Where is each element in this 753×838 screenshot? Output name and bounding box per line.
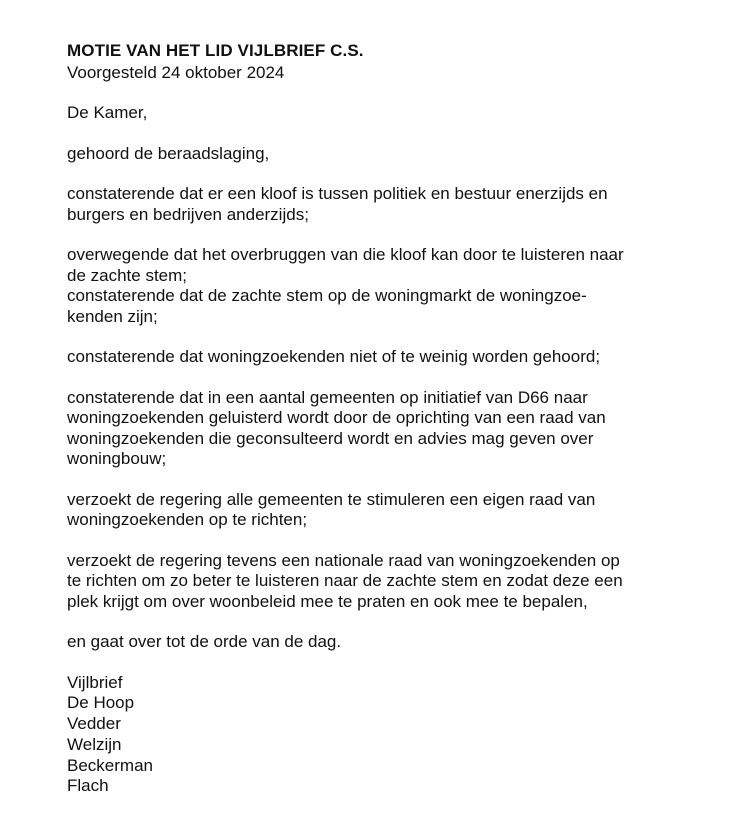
- signers-list: [67, 673, 717, 798]
- text-line: verzoekt de regering tevens een nationale raad van woningzoekenden op: [67, 550, 620, 570]
- motion-document: [67, 40, 717, 797]
- text-line: constaterende dat er een kloof is tussen politiek en bestuur enerzijds en: [67, 184, 608, 203]
- text-line: kenden zijn;: [67, 306, 158, 326]
- salutation: De Kamer,: [67, 103, 148, 122]
- paragraph-observing-gap: [67, 184, 717, 225]
- text-line: te richten om zo beter te luisteren naar de zachte stem en zodat deze een: [67, 571, 623, 590]
- text-line: constaterende dat in een aantal gemeenten op initiatief van D66 naar: [67, 387, 588, 407]
- text-line: constaterende dat de zachte stem op de woningmarkt de woningzoe-: [67, 286, 587, 305]
- paragraph-heard: gehoord de beraadslaging,: [67, 143, 270, 163]
- signer-name: Flach: [67, 776, 109, 796]
- signer-name: Vijlbrief: [67, 672, 123, 692]
- text-line: verzoekt de regering alle gemeenten te stimuleren een eigen raad van: [67, 489, 596, 509]
- motion-title: MOTIE VAN HET LID VIJLBRIEF C.S.: [67, 41, 364, 60]
- text-line: overwegende dat het overbruggen van die kloof kan door te luisteren naar: [67, 245, 624, 264]
- text-line: plek krijgt om over woonbeleid mee te praten en ook mee te bepalen,: [67, 591, 588, 611]
- paragraph-request-national: [67, 551, 717, 613]
- paragraph-request-municipalities: [67, 490, 717, 531]
- text-line: constaterende dat woningzoekenden niet of te weinig worden gehoord;: [67, 347, 601, 366]
- paragraph-not-heard: [67, 347, 717, 368]
- closing-line: en gaat over tot de orde van de dag.: [67, 632, 342, 651]
- text-line: woningzoekenden op te richten;: [67, 510, 308, 529]
- paragraph-soft-voice: [67, 286, 717, 327]
- text-line: de zachte stem;: [67, 265, 188, 285]
- text-line: woningzoekenden die geconsulteerd wordt en advies mag geven over: [67, 428, 594, 448]
- paragraph-considering: [67, 245, 717, 286]
- paragraph-municipalities: [67, 388, 717, 470]
- signer-name: De Hoop: [67, 693, 135, 713]
- motion-date: Voorgesteld 24 oktober 2024: [67, 63, 285, 82]
- signer-name: Vedder: [67, 714, 121, 734]
- signer-name: Beckerman: [67, 755, 153, 775]
- text-line: woningzoekenden geluisterd wordt door de oprichting van een raad van: [67, 408, 606, 427]
- signer-name: Welzijn: [67, 734, 122, 754]
- text-line: woningbouw;: [67, 449, 167, 468]
- text-line: burgers en bedrijven anderzijds;: [67, 204, 309, 224]
